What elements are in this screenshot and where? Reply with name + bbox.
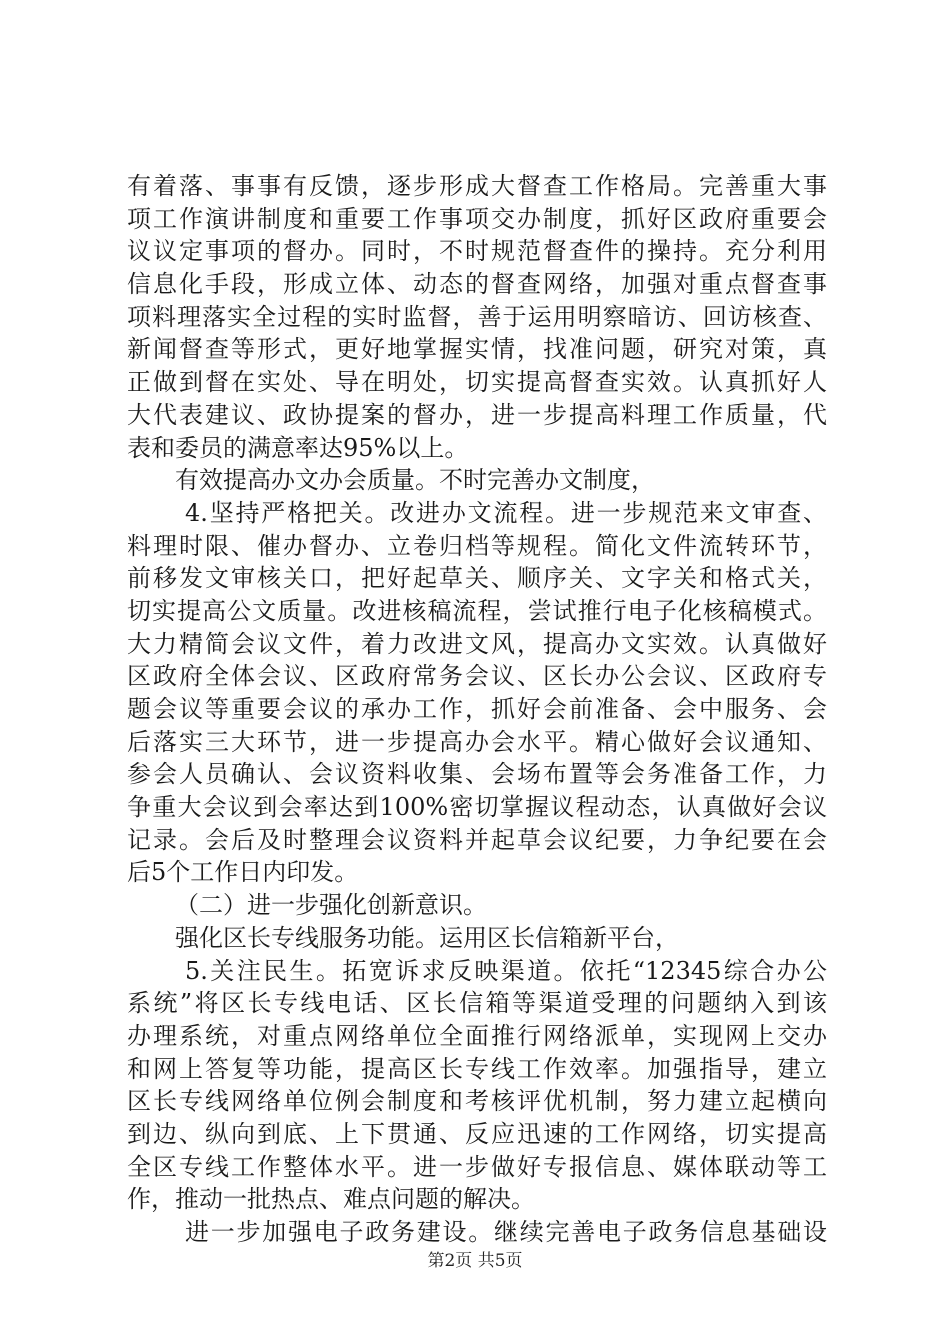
text-line: 前移发文审核关口，把好起草关、顺序关、文字关和格式关， (127, 564, 827, 593)
text-line: 表和委员的满意率达95%以上。 (127, 433, 469, 462)
text-line: 进一步加强电子政务建设。继续完善电子政务信息基础设 (185, 1218, 827, 1246)
text-line: 4.坚持严格把关。改进办文流程。进一步规范来文审查、 (185, 498, 827, 527)
section-heading: （二）进一步强化创新意识。 (175, 891, 487, 920)
text-line: 参会人员确认、会议资料收集、会场布置等会务准备工作，力 (127, 760, 827, 789)
page-number-footer: 第2页 共5页 (427, 1251, 523, 1271)
text-line: 项料理落实全过程的实时监督，善于运用明察暗访、回访核查、 (127, 302, 827, 331)
text-line: 争重大会议到会率达到100%密切掌握议程动态，认真做好会议 (127, 793, 827, 822)
text-line: 料理时限、催办督办、立卷归档等规程。简化文件流转环节， (127, 531, 827, 560)
text-line: 题会议等重要会议的承办工作，抓好会前准备、会中服务、会 (127, 695, 827, 723)
text-line: 大力精简会议文件，着力改进文风，提高办文实效。认真做好 (127, 629, 827, 658)
text-line: 5.关注民生。拓宽诉求反映渠道。依托“12345综合办公 (185, 956, 827, 985)
text-line: 信息化手段，形成立体、动态的督查网络，加强对重点督查事 (127, 270, 827, 299)
text-line: 后落实三大环节，进一步提高办会水平。精心做好会议通知、 (127, 727, 827, 756)
text-line: 办理系统，对重点网络单位全面推行网络派单，实现网上交办 (127, 1021, 827, 1050)
text-line: 项工作演讲制度和重要工作事项交办制度，抓好区政府重要会 (127, 204, 827, 233)
text-line: 和网上答复等功能，提高区长专线工作效率。加强指导，建立 (127, 1054, 827, 1083)
text-line: 区政府全体会议、区政府常务会议、区长办公会议、区政府专 (127, 662, 827, 691)
text-line: 全区专线工作整体水平。进一步做好专报信息、媒体联动等工 (127, 1152, 827, 1181)
text-line: 作，推动一批热点、难点问题的解决。 (127, 1185, 535, 1214)
text-line: 新闻督查等形式，更好地掌握实情，找准问题，研究对策，真 (127, 335, 827, 364)
text-line: 大代表建议、政协提案的督办，进一步提高料理工作质量，代 (127, 400, 827, 429)
paragraph-heading: 强化区长专线服务功能。运用区长信箱新平台， (175, 923, 679, 952)
text-line: 到边、纵向到底、上下贯通、反应迅速的工作网络，切实提高 (127, 1119, 827, 1148)
text-line: 系统”将区长专线电话、区长信箱等渠道受理的问题纳入到该 (127, 989, 827, 1018)
text-line: 记录。会后及时整理会议资料并起草会议纪要，力争纪要在会 (127, 825, 827, 854)
text-line: 议议定事项的督办。同时，不时规范督查件的操持。充分利用 (127, 237, 827, 266)
paragraph-heading: 有效提高办文办会质量。不时完善办文制度， (175, 466, 655, 495)
text-line: 有着落、事事有反馈，逐步形成大督查工作格局。完善重大事 (127, 172, 827, 200)
text-line: 切实提高公文质量。改进核稿流程，尝试推行电子化核稿模式。 (127, 596, 827, 625)
text-line: 后5个工作日内印发。 (127, 858, 359, 887)
document-body (127, 170, 827, 1249)
text-line: 正做到督在实处、导在明处，切实提高督查实效。认真抓好人 (127, 368, 827, 397)
text-line: 区长专线网络单位例会制度和考核评优机制，努力建立起横向 (127, 1087, 827, 1116)
